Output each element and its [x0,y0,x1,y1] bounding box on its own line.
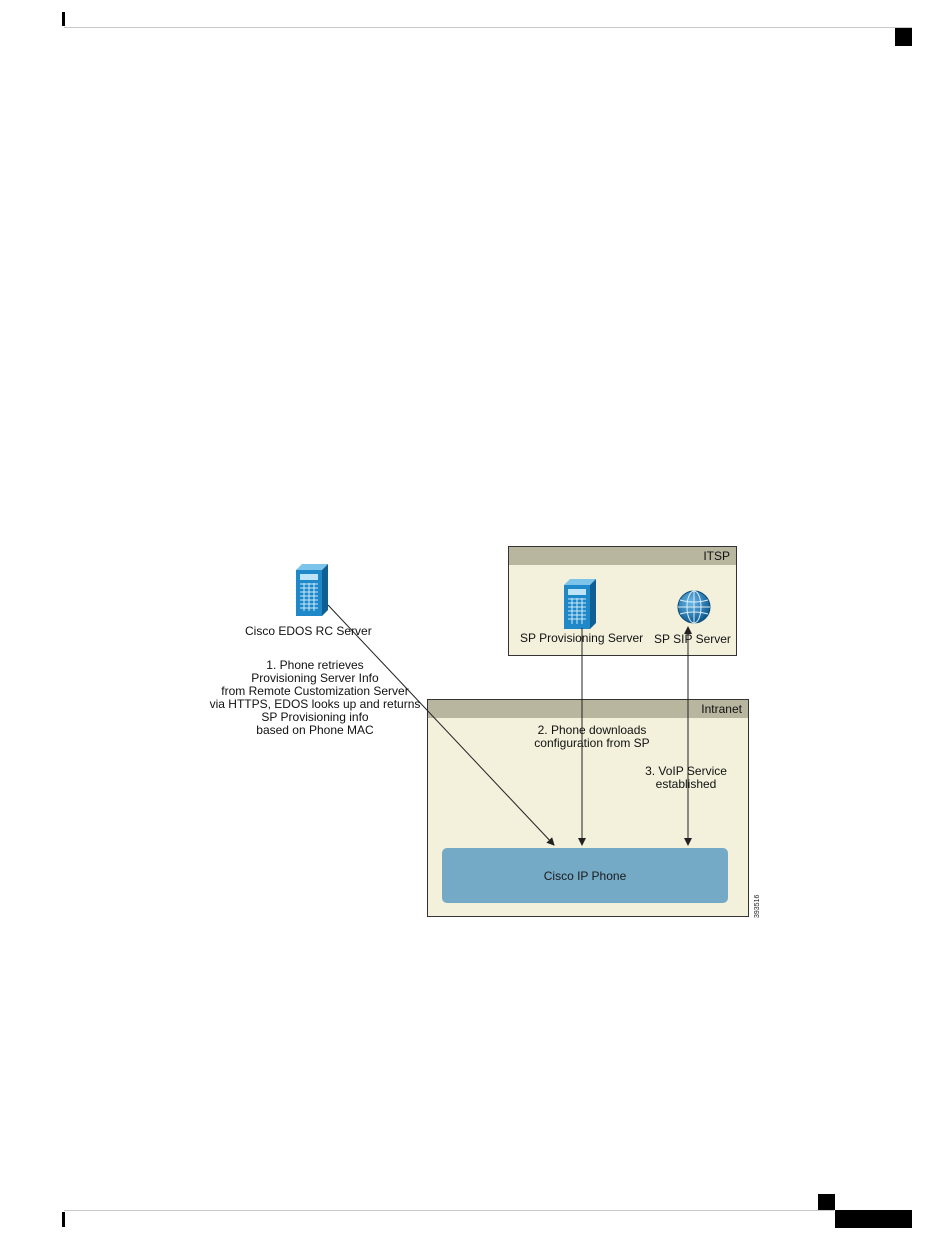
sp-sip-server-label: SP SIP Server [654,632,731,646]
intranet-box-title: Intranet [701,702,742,716]
step2-line: 2. Phone downloads [537,723,647,737]
step1-line: Provisioning Server Info [251,671,379,685]
cisco-ip-phone-label: Cisco IP Phone [543,868,627,883]
step1-line: via HTTPS, EDOS looks up and returns [209,697,421,711]
cisco-edos-server-label: Cisco EDOS RC Server [245,624,372,638]
step1-line: from Remote Customization Server [221,684,409,698]
itsp-box-title: ITSP [703,549,730,563]
step3-line: 3. VoIP Service [645,764,727,778]
step1-line: based on Phone MAC [256,723,374,737]
step3-line: established [655,777,717,791]
step1-line: 1. Phone retrieves [266,658,364,672]
step1-text [200,659,430,737]
step3-text [636,765,736,791]
sp-provisioning-server-label: SP Provisioning Server [520,631,644,645]
step2-text [522,724,662,750]
figure-id: 393516 [754,894,761,918]
step2-line: configuration from SP [534,736,650,750]
step1-line: SP Provisioning info [261,710,369,724]
